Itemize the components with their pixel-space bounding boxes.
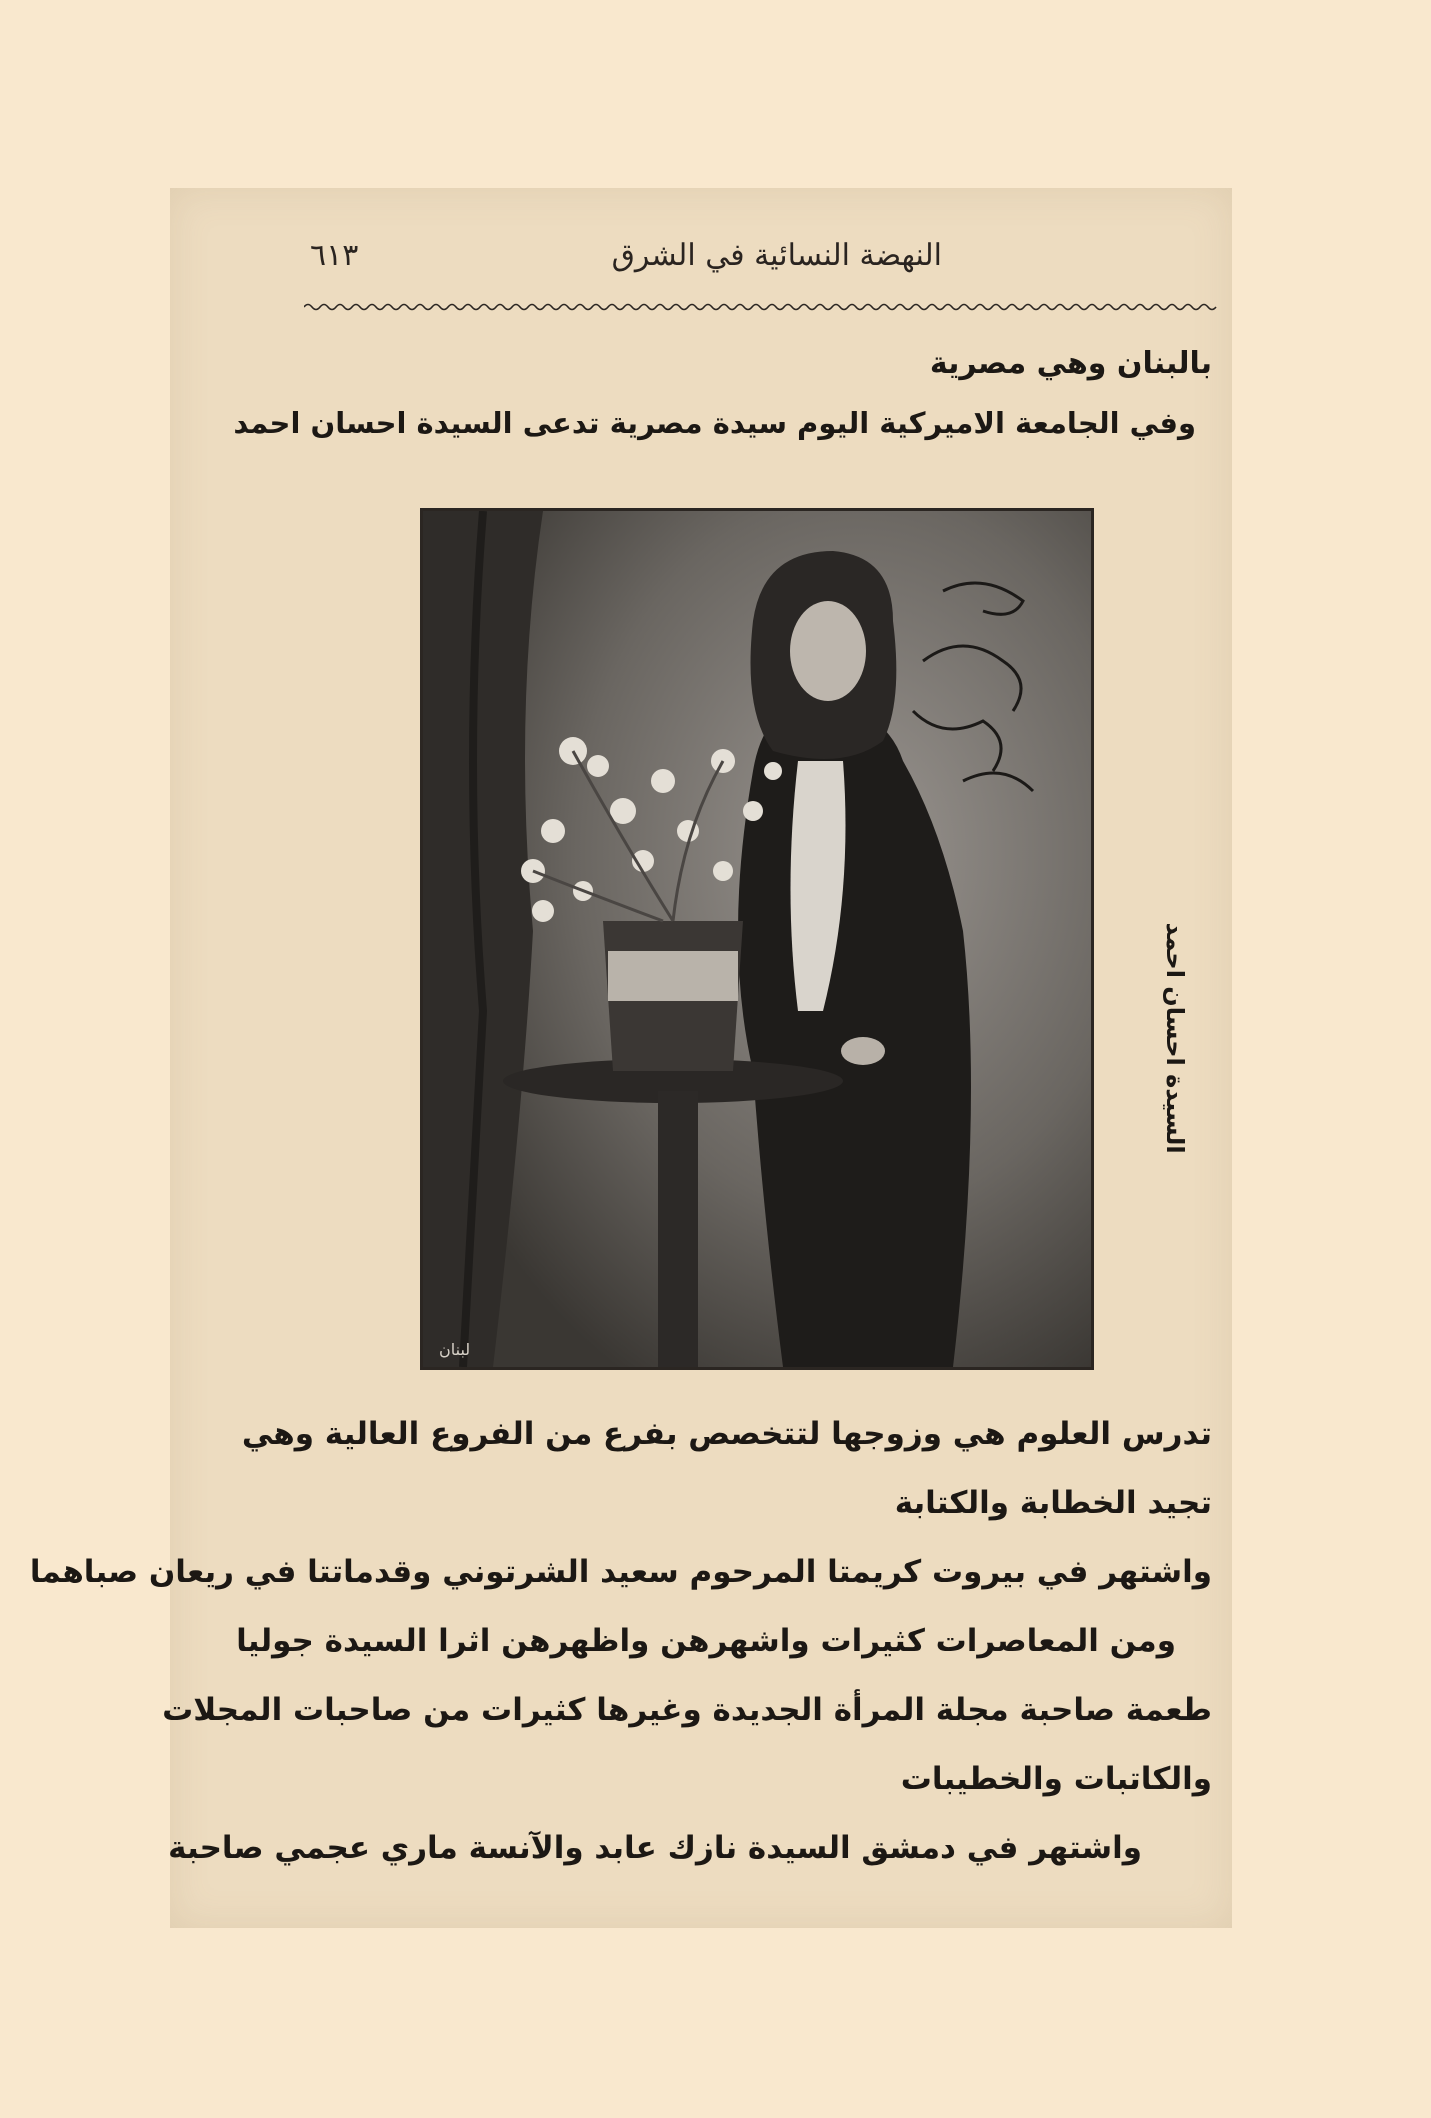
- photo-caption: [1155, 888, 1195, 1188]
- body-line-2: تجيد الخطابة والكتابة: [894, 1485, 1212, 1521]
- intro-line-2: وفي الجامعة الاميركية اليوم سيدة مصرية تدعى السيدة احسان احمد: [233, 406, 1196, 440]
- intro-line-1: بالبنان وهي مصرية: [929, 346, 1212, 381]
- wavy-rule: [304, 302, 1220, 312]
- studio-mark: لبنان: [439, 1340, 471, 1359]
- header-title: النهضة النسائية في الشرق: [611, 238, 942, 273]
- body-line-3: واشتهر في بيروت كريمتا المرحوم سعيد الشرتوني وقدماتتا في ريعان صباهما: [29, 1554, 1212, 1590]
- body-line-4: ومن المعاصرات كثيرات واشهرهن واظهرهن اثرا السيدة جوليا: [236, 1623, 1176, 1659]
- page-number: ٦١٣: [310, 238, 359, 273]
- body-line-5: طعمة صاحبة مجلة المرأة الجديدة وغيرها كثيرات من صاحبات المجلات: [162, 1692, 1212, 1728]
- portrait-photo: [420, 508, 1094, 1370]
- book-page: [29, 188, 1232, 1928]
- body-line-6: والكاتبات والخطيبات: [900, 1761, 1212, 1797]
- body-line-1: تدرس العلوم هي وزوجها لتتخصص بفرع من الفروع العالية وهي: [241, 1416, 1212, 1452]
- caption-text: السيدة احسان احمد: [1161, 922, 1189, 1154]
- running-header: [170, 238, 1232, 288]
- portrait-illustration: [423, 511, 1091, 1367]
- body-line-7: واشتهر في دمشق السيدة نازك عابد والآنسة ماري عجمي صاحبة: [168, 1830, 1142, 1866]
